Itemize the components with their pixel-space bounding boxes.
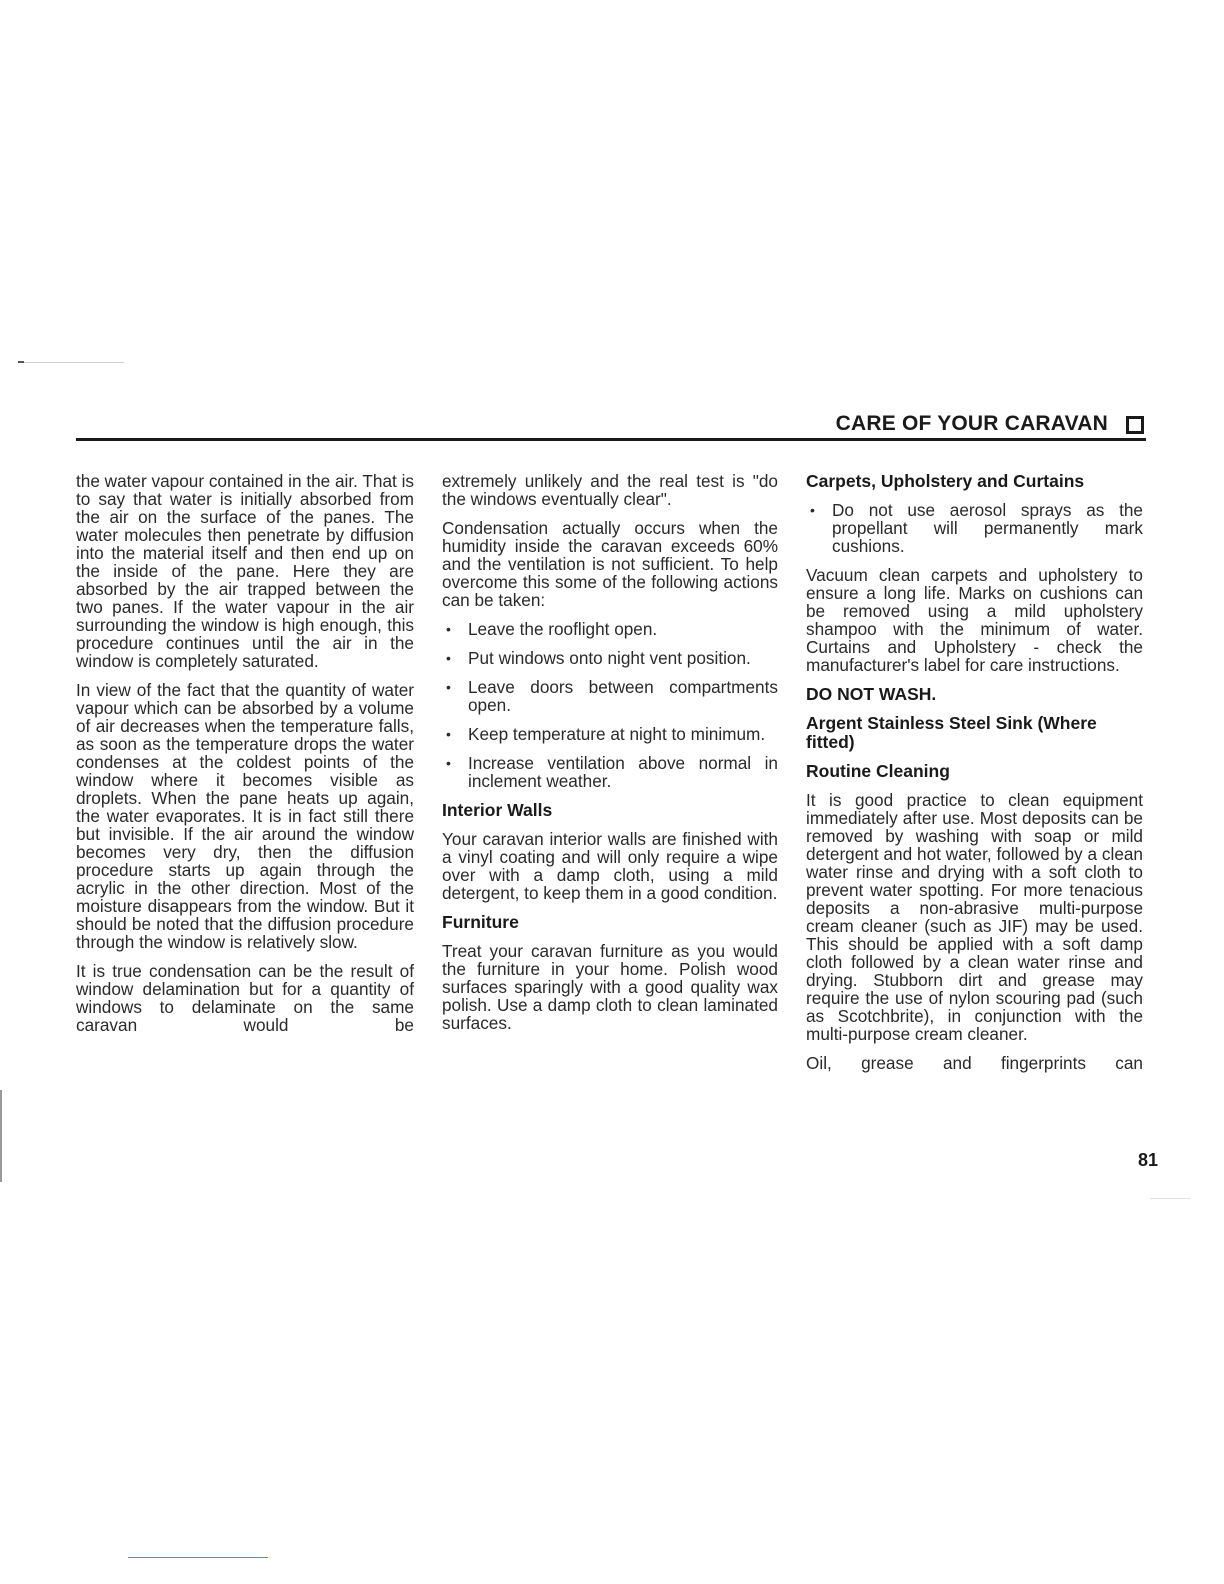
paragraph-vacuum: Vacuum clean carpets and upholstery to ensure a long life. Marks on cushions can be removed using a mild upholstery shampoo with the minimum of water. Curtains and Upholstery - check the manufacturer's label for care instructions. (806, 565, 1143, 675)
text-column-3 (806, 472, 1143, 1083)
text-column-2 (442, 472, 778, 1043)
paragraph-diffusion: the water vapour contained in the air. That is to say that water is initially absorbed from the air on the surface of the panes. The water molecules then penetrate by diffusion into the material itself and then end up on the inside of the pane. Here they are absorbed by the air trapped between the two panes. If the water vapour in the air surrounding the window is high enough, this procedure continues until the air in the window is completely saturated. (76, 471, 414, 671)
paragraph-condensation-temperature: In view of the fact that the quantity of water vapour which can be absorbed by a volume of air decreases when the temperature falls, as soon as the temperature drops the water condenses at the coldest points of the window where it becomes visible as droplets. When the pane heats up again, the water evaporates. It is in fact still there but invisible. If the air around the window becomes very dry, then the diffusion procedure starts up again through the acrylic in the other direction. Most of the moisture disappears from the window. But it should be noted that the diffusion procedure through the window is relatively slow. (76, 680, 414, 952)
heading-routine-cleaning: Routine Cleaning (806, 761, 950, 781)
paragraph-interior-walls: Your caravan interior walls are finished with a vinyl coating and will only require a wipe over with a damp cloth, using a mild detergent, to keep them in a good condition. (442, 829, 778, 903)
heading-carpets: Carpets, Upholstery and Curtains (806, 471, 1085, 491)
condensation-actions-list (442, 620, 778, 790)
list-item: • Keep temperature at night to minimum. (442, 725, 778, 743)
scan-faint-mark (1150, 1198, 1190, 1199)
heading-sink: Argent Stainless Steel Sink (Where fitted) (806, 713, 1097, 752)
paragraph-real-test: extremely unlikely and the real test is "do the windows eventually clear". (442, 471, 778, 509)
scan-line (24, 362, 124, 363)
list-item: • Leave the rooflight open. (442, 620, 778, 638)
paragraph-routine-cleaning: It is good practice to clean equipment immediately after use. Most deposits can be removed by washing with soap or mild detergent and hot water, followed by a clean water rinse and drying with a soft cloth to prevent water spotting. For more tenacious deposits a non-abrasive multi-purpose cream cleaner (such as JIF) may be used. This should be applied with a soft damp cloth followed by a clean water rinse and drying. Stubborn dirt and grease may require the use of nylon scouring pad (such as Scotchbrite), in conjunction with the multi-purpose cream cleaner. (806, 790, 1143, 1044)
scan-edge-mark (0, 1090, 2, 1182)
paragraph-oil-grease: Oil, grease and fingerprints can (806, 1053, 1143, 1073)
paragraph-delamination: It is true condensation can be the result of window delamination but for a quantity of windows to delaminate on the same caravan would be (76, 961, 414, 1035)
section-title: CARE OF YOUR CARAVAN (835, 412, 1108, 435)
list-item: • Put windows onto night vent position. (442, 649, 778, 667)
paragraph-furniture: Treat your caravan furniture as you would the furniture in your home. Polish wood surfaces sparingly with a good quality wax polish. Use a damp cloth to clean laminated surfaces. (442, 941, 778, 1033)
heading-furniture: Furniture (442, 912, 519, 932)
text-column-1 (76, 472, 414, 1045)
list-item: • Increase ventilation above normal in inclement weather. (442, 754, 778, 790)
heading-do-not-wash: DO NOT WASH. (806, 684, 937, 704)
scan-underline-mark (128, 1557, 268, 1558)
list-item: • Leave doors between compartments open. (442, 678, 778, 714)
heading-interior-walls: Interior Walls (442, 800, 553, 820)
section-header (76, 408, 1146, 441)
paragraph-humidity: Condensation actually occurs when the humidity inside the caravan exceeds 60% and the ventilation is not sufficient. To help overcome this some of the following actions can be taken: (442, 518, 778, 610)
list-item: • Do not use aerosol sprays as the propellant will permanently mark cushions. (806, 501, 1143, 555)
square-box-icon (1126, 416, 1144, 434)
page-number: 81 (1138, 1150, 1159, 1170)
carpets-list (806, 501, 1143, 555)
